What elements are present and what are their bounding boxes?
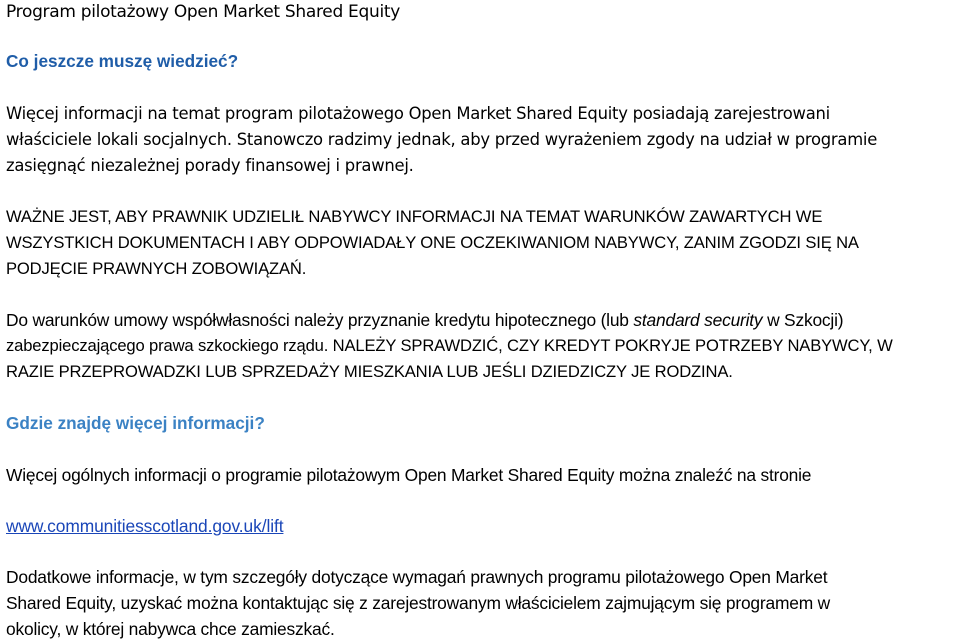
paragraph-line: okolicy, w której nabywca chce zamieszkać. (6, 619, 335, 639)
website-link[interactable]: www.communitiesscotland.gov.uk/lift (6, 516, 284, 536)
paragraph-line: zabezpieczającego prawa szkockiego rządu. NALEŻY SPRAWDZIĆ, CZY KREDYT POKRYJE POTRZEBY NABYWCY, W (6, 336, 893, 355)
paragraph-line (6, 308, 843, 332)
warning-paragraph-line: WSZYSTKICH DOKUMENTACH I ABY ODPOWIADAŁY ONE OCZEKIWANIOM NABYWCY, ZANIM ZGODZI SIĘ NA (6, 233, 859, 252)
italic-term: standard security (633, 310, 763, 330)
section-heading-more-info: Gdzie znajdę więcej informacji? (6, 413, 265, 433)
text-span: w Szkocji) (762, 310, 844, 330)
section-heading-what-else: Co jeszcze muszę wiedzieć? (6, 51, 239, 71)
document-title: Program pilotażowy Open Market Shared Equity (6, 2, 401, 22)
paragraph-line: Więcej informacji na temat program pilotażowego Open Market Shared Equity posiadają zarejestrowani (6, 104, 830, 123)
paragraph-line: Shared Equity, uzyskać można kontaktując się z zarejestrowanym właścicielem zajmującym się programem w (6, 593, 830, 613)
warning-paragraph-line: PODJĘCIE PRAWNYCH ZOBOWIĄZAŃ. (6, 259, 307, 278)
paragraph-line: RAZIE PRZEPROWADZKI LUB SPRZEDAŻY MIESZKANIA LUB JEŚLI DZIEDZICZY JE RODZINA. (6, 362, 733, 381)
text-span: Do warunków umowy współwłasności należy przyznanie kredytu hipotecznego (lub (6, 310, 634, 330)
warning-paragraph-line: WAŻNE JEST, ABY PRAWNIK UDZIELIŁ NABYWCY INFORMACJI NA TEMAT WARUNKÓW ZAWARTYCH WE (6, 207, 823, 226)
paragraph-line: Dodatkowe informacje, w tym szczegóły dotyczące wymagań prawnych programu pilotażowego Open Market (6, 567, 828, 587)
paragraph-line: zasięgnąć niezależnej porady finansowej i prawnej. (6, 156, 414, 175)
paragraph-line: Więcej ogólnych informacji o programie pilotażowym Open Market Shared Equity można znaleźć na stronie (6, 465, 812, 485)
paragraph-line: właściciele lokali socjalnych. Stanowczo radzimy jednak, aby przed wyrażeniem zgody na udział w programie (6, 130, 878, 149)
